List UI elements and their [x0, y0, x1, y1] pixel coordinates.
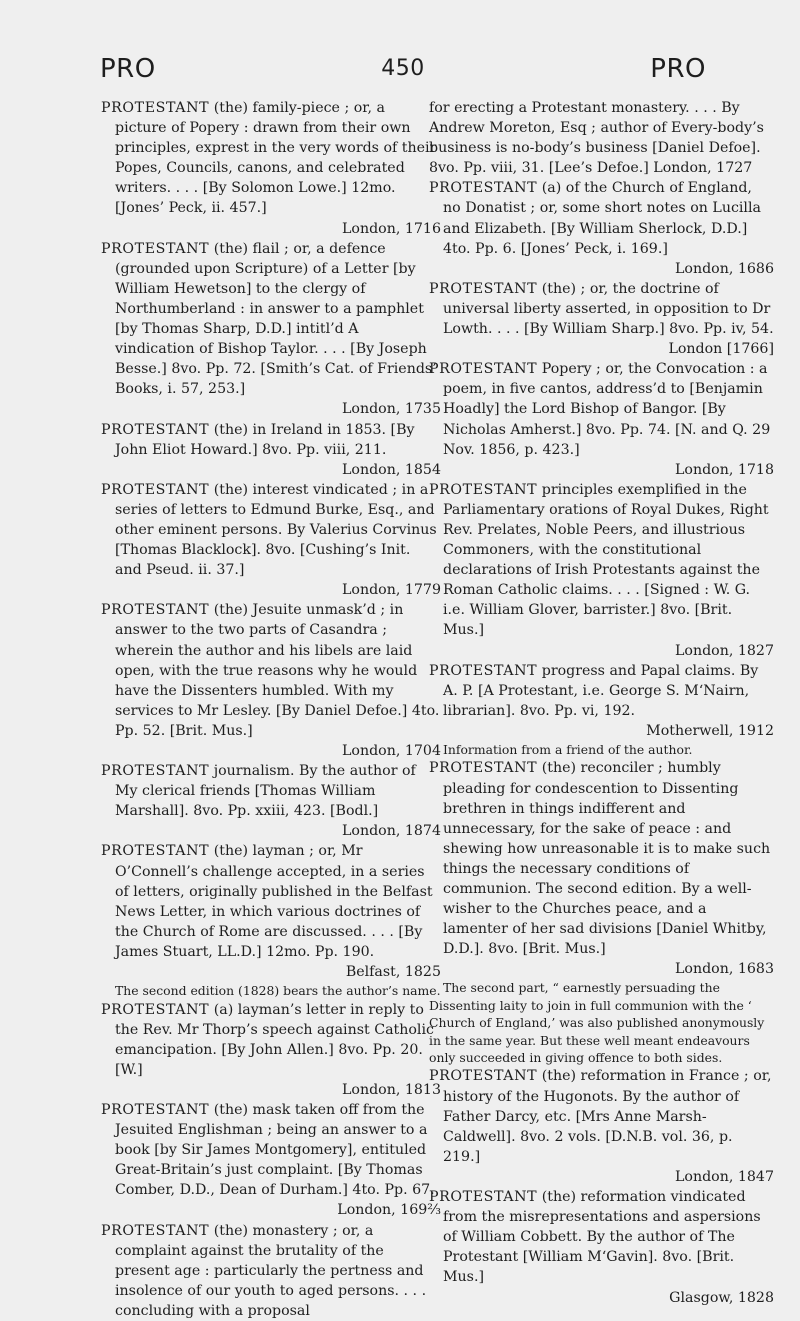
- entry-headword: PROTESTANT: [429, 361, 538, 378]
- entry-headword: PROTESTANT: [101, 481, 210, 498]
- entry: [101, 1221, 441, 1321]
- entry: [429, 178, 774, 278]
- entry-note: The second part, “ earnestly persuading the Dissenting laity to join in full communion with the ‘ Church of England,’ was also published anonymously in the same year. But these well meant endeavours only succeeded in giving offence to both sides.: [429, 980, 765, 1066]
- entry-headword: PROTESTANT: [101, 602, 210, 619]
- entry-headword: PROTESTANT: [101, 843, 210, 860]
- entry-body: (the) flail ; or, a defence (grounded upon Scripture) of a Letter [by William Hewetson] to the clergy of Northumberland : in answer to a pamphlet [by Thomas Sharp, D.D.] intitl’d A vindication of Bishop Taylor. . . . [By Joseph Besse.] 8vo. Pp. 72. [Smith’s Cat. of Friends’ Books, i. 57, 253.]: [115, 240, 437, 398]
- entry-body: (the) family-piece ; or, a picture of Popery : drawn from their own principles, exprest in the very words of their Popes, Councils, canons, and celebrated writers. . . . [By Solomon Lowe.] 12mo. [Jones’ Peck, ii. 457.]: [115, 100, 437, 217]
- entry-headword: PROTESTANT: [101, 240, 210, 257]
- entry-headword: PROTESTANT: [429, 180, 538, 197]
- running-head: [100, 52, 706, 86]
- entry-note: The second edition (1828) bears the author’s name.: [115, 983, 441, 999]
- entry-body: for erecting a Protestant monastery. . . . By Andrew Moreton, Esq ; author of Every-body’s business is no-body’s business [Daniel Defoe]. 8vo. Pp. viii, 31. [Lee’s Defoe.]: [429, 100, 764, 177]
- entry-body: principles exemplified in the Parliamentary orations of Royal Dukes, Right Rev. Prelates, Noble Peers, and illustrious Commoners, with the constitutional declarations of Irish Protestants against the Roman Catholic claims. . . . [Signed : W. G. i.e. William Glover, barrister.] 8vo. [Brit. Mus.]: [443, 481, 769, 639]
- entry-headword: PROTESTANT: [429, 760, 538, 777]
- entry: [429, 359, 774, 480]
- entry: [101, 1100, 441, 1221]
- entry-body: (the) Jesuite unmask’d ; in answer to the two parts of Casandra ; wherein the author and his libels are laid open, with the true reasons why he would have the Dissenters humbled. With my services to Mr Lesley. [By Daniel Defoe.] 4to. Pp. 52. [Brit. Mus.]: [115, 602, 440, 739]
- entry: [429, 480, 774, 661]
- entry-body: Popery ; or, the Convocation : a poem, in five cantos, address’d to [Benjamin Hoadly] the Lord Bishop of Bangor. [By Nicholas Amherst.] 8vo. Pp. 74. [N. and Q. 29 Nov. 1856, p. 423.]: [443, 361, 771, 458]
- entry: [429, 1066, 774, 1187]
- entry-imprint: London, 1716: [342, 220, 441, 237]
- entry-body: (the) layman ; or, Mr O’Connell’s challenge accepted, in a series of letters, originally published in the Belfast News Letter, in which various doctrines of the Church of Rome are discussed. . . . [By James Stuart, LL.D.] 12mo. Pp. 190.: [115, 843, 433, 960]
- entry-body: (a) layman’s letter in reply to the Rev. Mr Thorp’s speech against Catholic emancipation. [By John Allen.] 8vo. Pp. 20. [W.]: [115, 1001, 434, 1078]
- entry-headword: PROTESTANT: [101, 1001, 210, 1018]
- entry-note: Information from a friend of the author.: [443, 742, 693, 757]
- entry-body: (the) monastery ; or, a complaint against the brutality of the present age : particularly the pertness and insolence of our youth to aged persons. . . . concluding with a proposal: [115, 1222, 427, 1319]
- entry-headword: PROTESTANT: [101, 763, 210, 780]
- entry-imprint: London, 1727: [653, 160, 753, 177]
- entry-headword: PROTESTANT: [429, 481, 538, 498]
- entry-headword: PROTESTANT: [101, 421, 210, 438]
- entry-imprint: Motherwell, 1912: [646, 722, 774, 739]
- entry-headword: PROTESTANT: [429, 1189, 538, 1206]
- entry-imprint: London, 1847: [675, 1168, 774, 1185]
- entry-body: (a) of the Church of England, no Donatist ; or, some short notes on Lucilla and Elizabeth. [By William Sherlock, D.D.] 4to. Pp. 6. [Jones’ Peck, i. 169.]: [443, 180, 761, 257]
- entry-imprint: London, 169⅔: [337, 1202, 441, 1219]
- entry: [101, 98, 441, 239]
- entry: [101, 761, 441, 841]
- entry-imprint: Glasgow, 1828: [669, 1289, 774, 1306]
- left-column: [101, 98, 441, 1321]
- entry-body: (the) mask taken off from the Jesuited Englishman ; being an answer to a book [by Sir James Montgomery], entituled Great-Britain’s just complaint. [By Thomas Comber, D.D., Dean of Durham.] 4to. Pp. 67.: [115, 1102, 435, 1199]
- entry-headword: PROTESTANT: [101, 1222, 210, 1239]
- entry-headword: PROTESTANT: [101, 1102, 210, 1118]
- entry: [429, 1187, 774, 1308]
- entry-imprint: London, 1874: [342, 823, 441, 840]
- entry: [101, 420, 441, 480]
- right-column: [429, 98, 774, 1308]
- entry-headword: PROTESTANT: [101, 100, 210, 116]
- entry-headword: PROTESTANT: [429, 280, 538, 297]
- entry-body: (the) in Ireland in 1853. [By John Eliot Howard.] 8vo. Pp. viii, 211.: [115, 421, 415, 458]
- entry: [429, 758, 774, 979]
- entry-body: (the) ; or, the doctrine of universal liberty asserted, in opposition to Dr Lowth. . . . [By William Sharp.] 8vo. Pp. iv, 54.: [443, 280, 774, 338]
- entry: [429, 279, 774, 359]
- entry-body: (the) reconciler ; humbly pleading for condescention to Dissenting brethren in things indifferent and unnecessary, for the sake of peace : and shewing how unreasonable it is to make such things the necessary conditions of communion. The second edition. By a well-wisher to the Churches peace, and a lamenter of her sad divisions [Daniel Whitby, D.D.]. 8vo. [Brit. Mus.]: [443, 760, 771, 958]
- entry-imprint: London, 1813: [342, 1081, 441, 1098]
- entry-body: progress and Papal claims. By A. P. [A Protestant, i.e. George S. M‘Nairn, librarian]. 8vo. Pp. vi, 192.: [443, 662, 759, 719]
- entry: [101, 480, 441, 601]
- entry-body: journalism. By the author of My clerical friends [Thomas William Marshall]. 8vo. Pp. xxiii, 423. [Bodl.]: [115, 763, 416, 820]
- entry-imprint: London, 1735: [342, 401, 441, 418]
- entry-headword: PROTESTANT: [429, 1068, 538, 1085]
- running-head-right: PRO: [650, 54, 706, 84]
- entry-imprint: London, 1686: [675, 260, 774, 277]
- entry-imprint: London, 1827: [675, 642, 774, 659]
- running-head-left: PRO: [100, 54, 156, 84]
- entry-imprint: London, 1779: [342, 582, 441, 599]
- entry-imprint: London, 1683: [675, 961, 774, 978]
- entry-continuation: [429, 98, 774, 178]
- entry-body: (the) reformation in France ; or, history of the Hugonots. By the author of Father Darcy, etc. [Mrs Anne Marsh-Caldwell]. 8vo. 2 vols. [D.N.B. vol. 36, p. 219.]: [443, 1068, 772, 1165]
- entry: [101, 1000, 441, 1100]
- entry-imprint: London, 1704: [342, 743, 441, 759]
- entry-body: (the) interest vindicated ; in a series of letters to Edmund Burke, Esq., and other eminent persons. By Valerius Corvinus [Thomas Blacklock]. 8vo. [Cushing’s Init. and Pseud. ii. 37.]: [115, 481, 437, 579]
- entry: [101, 239, 441, 420]
- entry-imprint: London [1766]: [668, 341, 774, 358]
- entry-imprint: London, 1854: [342, 461, 441, 478]
- page-number: 450: [381, 56, 425, 81]
- entry: [429, 661, 774, 741]
- entry-body: (the) reformation vindicated from the misrepresentations and aspersions of William Cobbett. By the author of The Protestant [William M‘Gavin]. 8vo. [Brit. Mus.]: [443, 1189, 761, 1286]
- entry: [101, 841, 441, 982]
- entry-imprint: London, 1718: [675, 461, 774, 478]
- entry-headword: PROTESTANT: [429, 662, 538, 679]
- entry: [101, 600, 441, 761]
- entry-imprint: Belfast, 1825: [345, 964, 441, 981]
